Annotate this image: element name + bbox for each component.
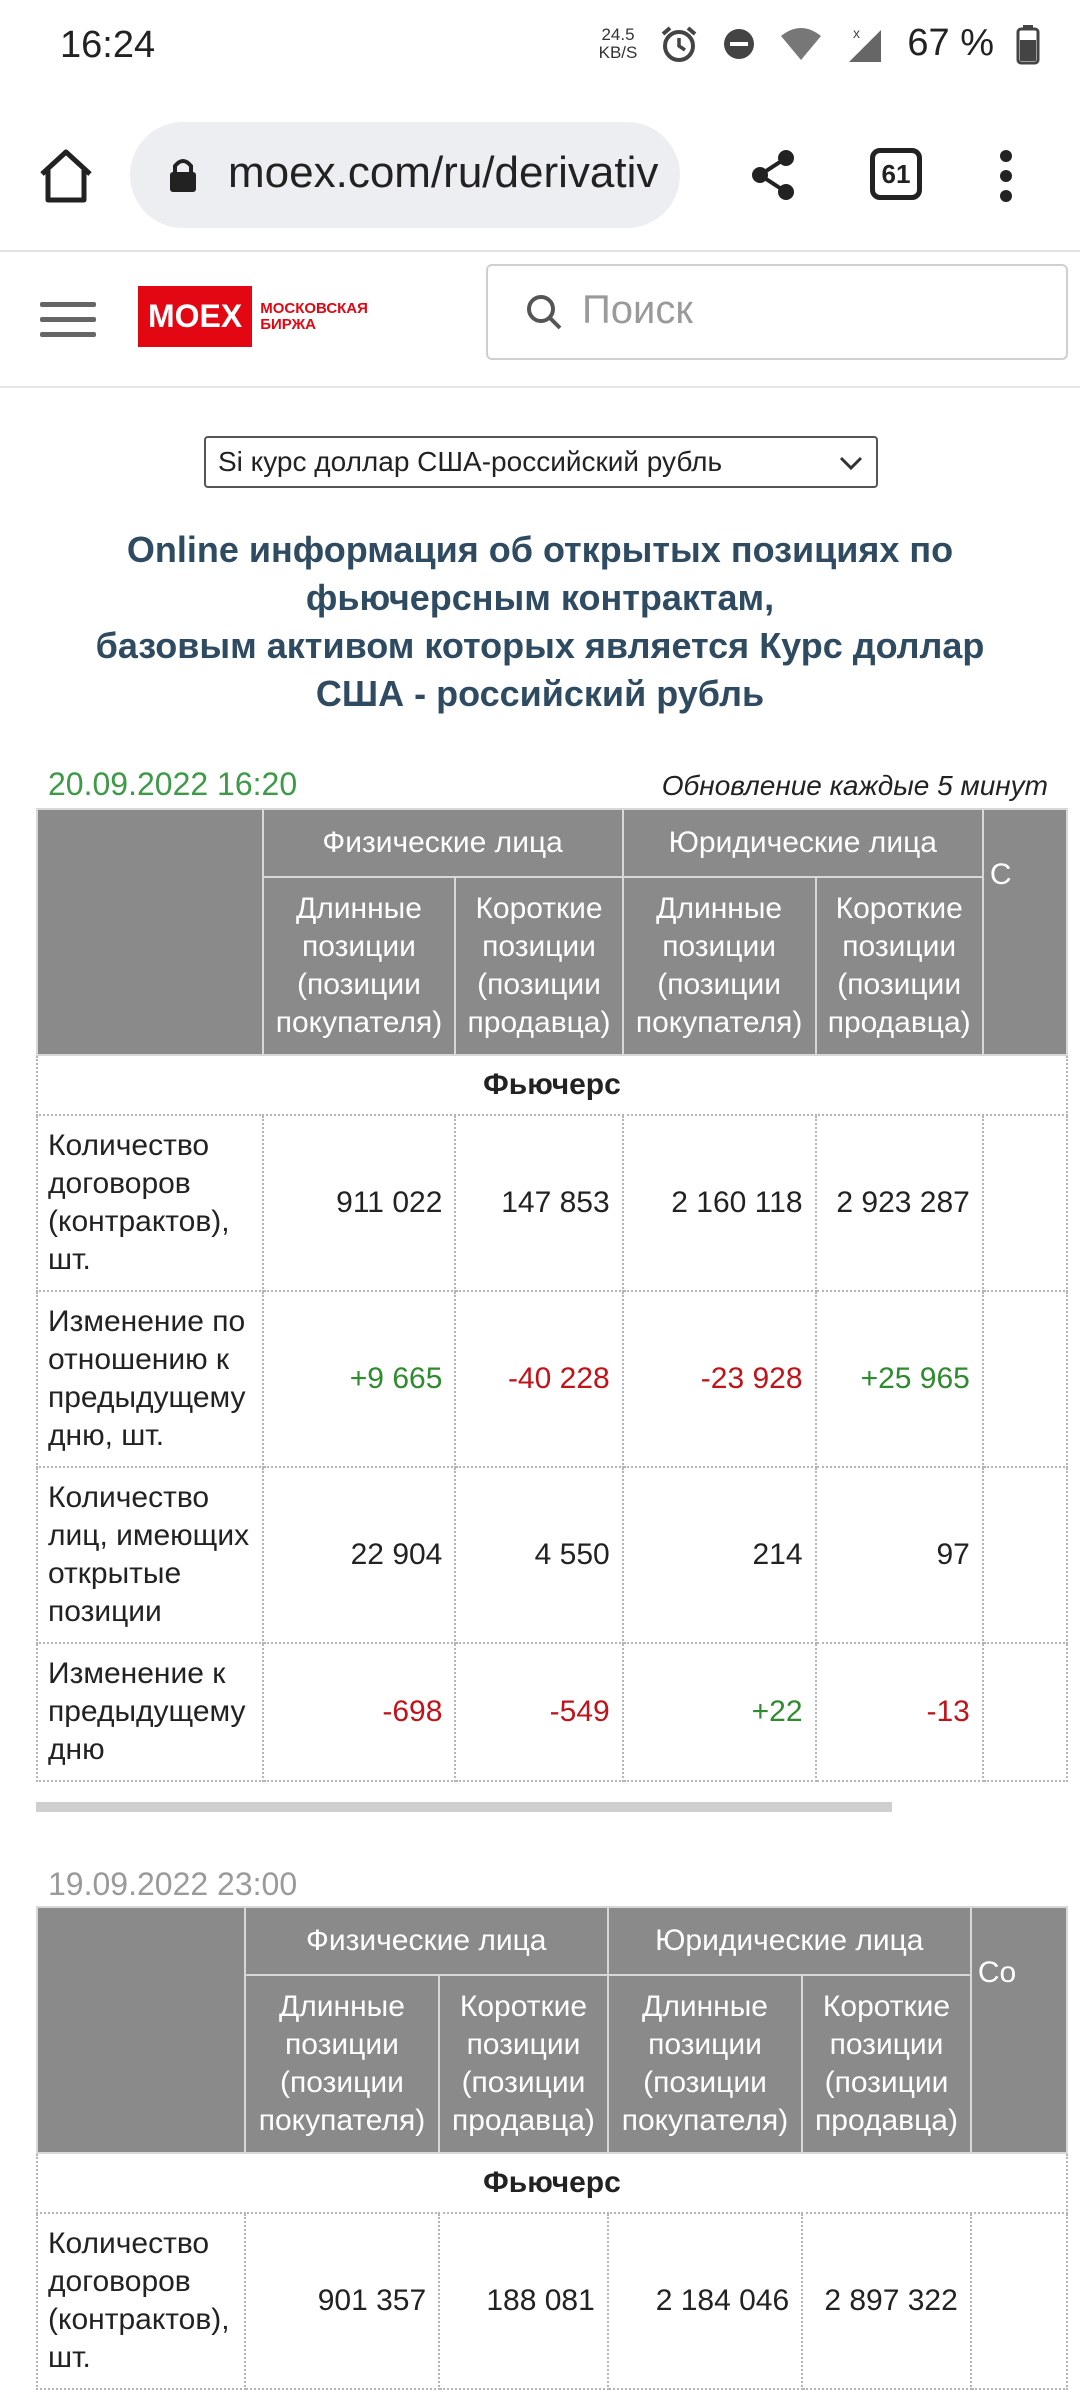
status-icons: [599, 22, 1040, 65]
header-individuals: Физические лица: [263, 809, 623, 877]
header-short-legal: Короткие позиции (позиции продавца): [802, 1975, 971, 2153]
url-text: moex.com/ru/derivativ: [228, 148, 659, 197]
alarm-icon: [659, 24, 699, 64]
cell-value: +9 665: [263, 1291, 456, 1467]
cell-value: -23 928: [623, 1291, 816, 1467]
status-time: 16:24: [60, 24, 156, 66]
cell-value: -698: [263, 1643, 456, 1781]
address-bar[interactable]: [130, 122, 680, 228]
corner-header: [37, 809, 263, 1055]
header-long-legal: Длинные позиции (позиции покупателя): [623, 877, 816, 1055]
futures-subheader: Фьючерс: [37, 2153, 1067, 2213]
search-input[interactable]: [486, 264, 1068, 360]
header-cut-column: С: [983, 809, 1067, 1055]
home-icon[interactable]: [36, 146, 96, 206]
snapshot-date: 19.09.2022 23:00: [48, 1866, 298, 1902]
site-header: [0, 252, 1080, 388]
header-short-legal: Короткие позиции (позиции продавца): [816, 877, 983, 1055]
lock-icon: [168, 156, 198, 194]
row-label-contracts: Количество договоров (контрактов), шт.: [37, 2213, 245, 2389]
chevron-down-icon: [838, 450, 864, 476]
positions-table-2[interactable]: [36, 1906, 1068, 2374]
header-cut-column: Со: [971, 1907, 1067, 2153]
cell-value: -13: [816, 1643, 983, 1781]
cell-value: 2 160 118: [623, 1115, 816, 1291]
cell-value: -549: [455, 1643, 622, 1781]
cell-value: 22 904: [263, 1467, 456, 1643]
cell-value: 2 184 046: [608, 2213, 802, 2389]
row-label-persons: Количество лиц, имеющих открытые позиции: [37, 1467, 263, 1643]
cell-value: 188 081: [439, 2213, 608, 2389]
table-row: [37, 1115, 1067, 1291]
status-bar: [0, 0, 1080, 100]
cell-value: +22: [623, 1643, 816, 1781]
share-icon[interactable]: [748, 148, 798, 202]
dnd-icon: [721, 26, 757, 62]
tab-switcher-button[interactable]: 61: [870, 148, 922, 200]
table-row: [37, 1467, 1067, 1643]
section-2-header: [48, 1866, 1058, 1906]
network-speed: 24.5 KB/S: [598, 24, 638, 62]
table-row: [37, 1643, 1067, 1781]
cell-value: 147 853: [455, 1115, 622, 1291]
row-label-change-prev: Изменение по отношению к предыдущему дню, шт.: [37, 1291, 263, 1467]
cell-value: 97: [816, 1467, 983, 1643]
header-long-legal: Длинные позиции (позиции покупателя): [608, 1975, 802, 2153]
header-long-individuals: Длинные позиции (позиции покупателя): [263, 877, 456, 1055]
header-short-individuals: Короткие позиции (позиции продавца): [455, 877, 622, 1055]
header-legal: Юридические лица: [623, 809, 983, 877]
more-icon[interactable]: [998, 148, 1014, 204]
browser-toolbar: [0, 100, 1080, 252]
header-long-individuals: Длинные позиции (позиции покупателя): [245, 1975, 439, 2153]
cell-value: +25 965: [816, 1291, 983, 1467]
hamburger-menu-icon[interactable]: [40, 302, 96, 338]
snapshot-date: 20.09.2022 16:20: [48, 766, 298, 802]
positions-table-1[interactable]: [36, 808, 1068, 1786]
futures-subheader: Фьючерс: [37, 1055, 1067, 1115]
search-placeholder: Поиск: [582, 288, 693, 332]
section-1-header: [48, 766, 1058, 806]
cell-value: 2 923 287: [816, 1115, 983, 1291]
main-content: [14, 388, 1066, 2374]
wifi-icon: [779, 26, 823, 62]
search-icon: [524, 292, 564, 332]
table-row: [37, 2213, 1067, 2389]
cell-value: 2 897 322: [802, 2213, 971, 2389]
header-short-individuals: Короткие позиции (позиции продавца): [439, 1975, 608, 2153]
battery-percent: 67 %: [907, 22, 994, 64]
cell-value: 4 550: [455, 1467, 622, 1643]
row-label-contracts: Количество договоров (контрактов), шт.: [37, 1115, 263, 1291]
svg-text:x: x: [853, 24, 861, 41]
cell-value: 901 357: [245, 2213, 439, 2389]
instrument-select[interactable]: Si курс доллар США-российский рубль: [204, 436, 878, 488]
cell-value: 911 022: [263, 1115, 456, 1291]
battery-icon: [1016, 24, 1040, 64]
update-note: Обновление каждые 5 минут: [661, 770, 1048, 801]
moex-logo[interactable]: MOEX МОСКОВСКАЯ БИРЖА: [138, 286, 368, 347]
signal-icon: [845, 24, 885, 64]
header-legal: Юридические лица: [608, 1907, 971, 1975]
row-label-change-persons: Изменение к предыдущему дню: [37, 1643, 263, 1781]
cell-value: 214: [623, 1467, 816, 1643]
horizontal-scrollbar[interactable]: [36, 1802, 892, 1812]
cell-value: -40 228: [455, 1291, 622, 1467]
corner-header: [37, 1907, 245, 2153]
page-title: Online информация об открытых позициях по фьючерсным контрактам, базовым активом которых является Курс доллар США - российский рубль: [95, 529, 985, 714]
header-individuals: Физические лица: [245, 1907, 608, 1975]
table-row: [37, 1291, 1067, 1467]
